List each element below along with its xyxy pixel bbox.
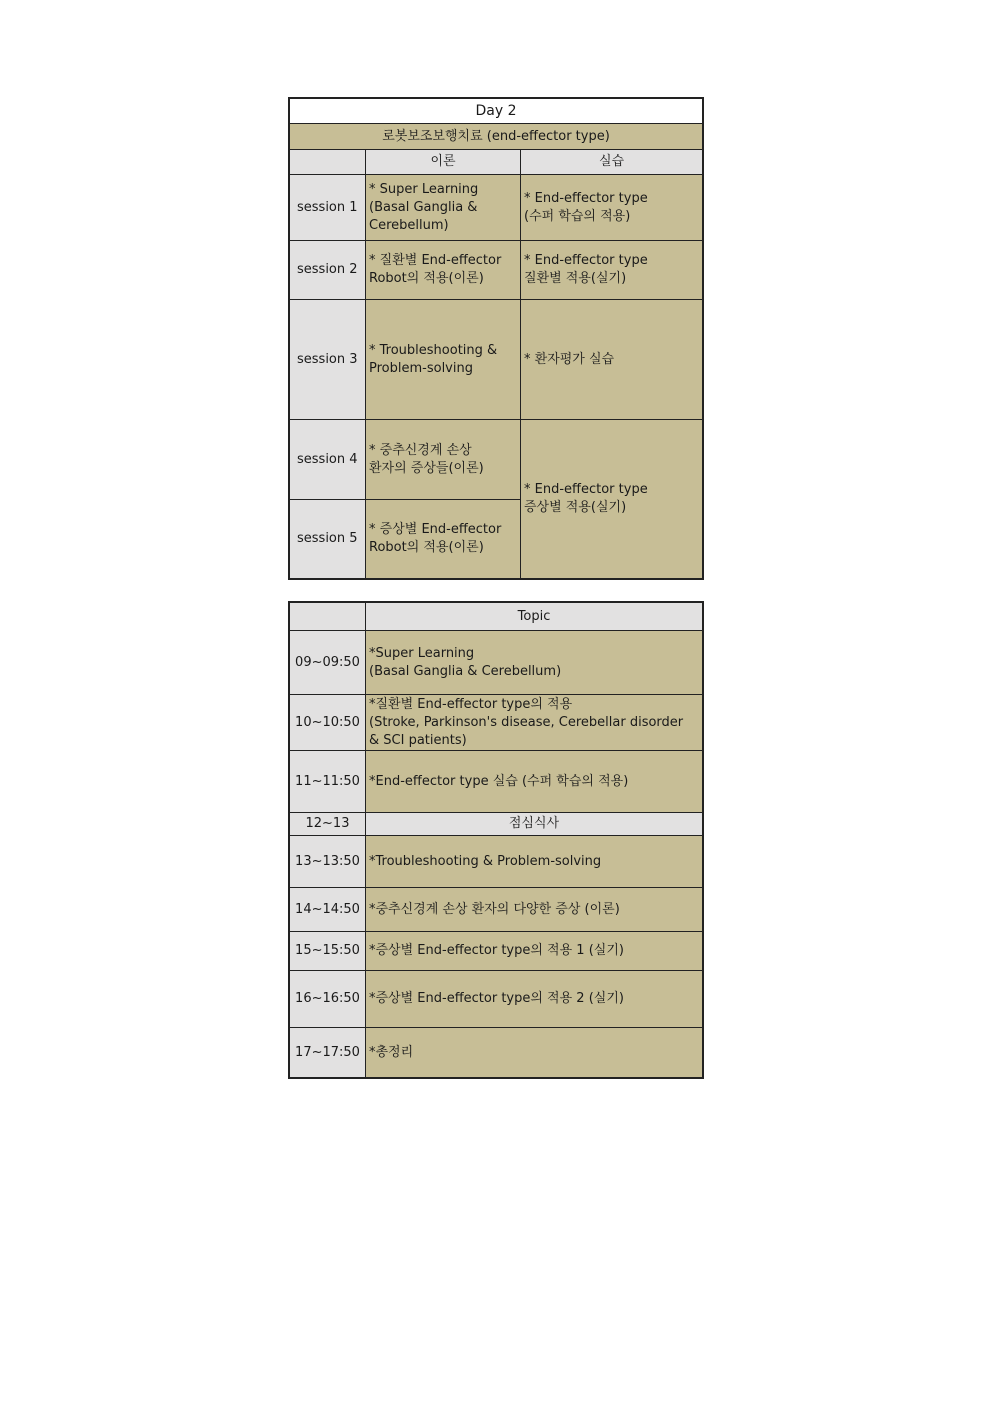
- topic-cell: *End-effector type 실습 (수퍼 학습의 적용): [366, 751, 703, 813]
- program-subtitle: 로봇보조보행치료 (end-effector type): [290, 124, 703, 150]
- topic-cell: *총정리: [366, 1028, 703, 1078]
- header-topic: Topic: [366, 603, 703, 631]
- header-time-empty: [290, 603, 366, 631]
- session-practice: * End-effector type (수퍼 학습의 적용): [521, 175, 703, 241]
- topic-cell: *중추신경계 손상 환자의 다양한 증상 (이론): [366, 888, 703, 932]
- day-title: Day 2: [290, 99, 703, 124]
- time-cell: 09~09:50: [290, 631, 366, 695]
- time-cell: 11~11:50: [290, 751, 366, 813]
- time-cell: 10~10:50: [290, 695, 366, 751]
- session-theory: * 질환별 End-effector Robot의 적용(이론): [366, 241, 521, 300]
- session-theory: * Troubleshooting & Problem-solving: [366, 300, 521, 420]
- header-empty-cell: [290, 150, 366, 175]
- topic-cell: *질환별 End-effector type의 적용 (Stroke, Parkinson's disease, Cerebellar disorder & SCI patients): [366, 695, 703, 751]
- topic-cell: *증상별 End-effector type의 적용 1 (실기): [366, 932, 703, 971]
- session-practice: * End-effector type 증상별 적용(실기): [521, 420, 703, 579]
- session-label: session 4: [290, 420, 366, 500]
- topic-cell: *증상별 End-effector type의 적용 2 (실기): [366, 971, 703, 1028]
- header-theory: 이론: [366, 150, 521, 175]
- time-cell: 12~13: [290, 813, 366, 836]
- session-theory: * 증상별 End-effector Robot의 적용(이론): [366, 500, 521, 579]
- time-cell: 14~14:50: [290, 888, 366, 932]
- time-cell: 13~13:50: [290, 836, 366, 888]
- session-theory: * 중추신경계 손상 환자의 증상들(이론): [366, 420, 521, 500]
- topic-cell: *Troubleshooting & Problem-solving: [366, 836, 703, 888]
- session-label: session 3: [290, 300, 366, 420]
- day2-session-table: [289, 98, 703, 579]
- session-label: session 1: [290, 175, 366, 241]
- time-cell: 17~17:50: [290, 1028, 366, 1078]
- session-label: session 2: [290, 241, 366, 300]
- time-cell: 15~15:50: [290, 932, 366, 971]
- session-practice: * End-effector type 질환별 적용(실기): [521, 241, 703, 300]
- time-cell: 16~16:50: [290, 971, 366, 1028]
- session-theory: * Super Learning (Basal Ganglia & Cerebellum): [366, 175, 521, 241]
- session-practice: * 환자평가 실습: [521, 300, 703, 420]
- time-schedule-table: [289, 602, 703, 1078]
- header-practice: 실습: [521, 150, 703, 175]
- lunch-cell: 점심식사: [366, 813, 703, 836]
- topic-cell: *Super Learning (Basal Ganglia & Cerebellum): [366, 631, 703, 695]
- session-label: session 5: [290, 500, 366, 579]
